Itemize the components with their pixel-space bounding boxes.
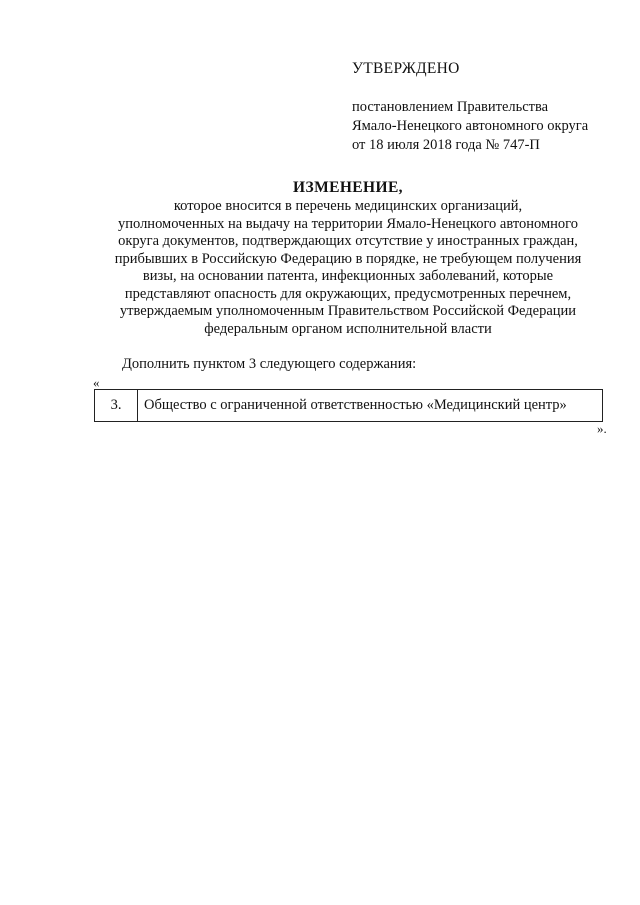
row-number: 3. bbox=[95, 390, 138, 422]
heading-line: утверждаемым уполномоченным Правительством Российской Федерации bbox=[119, 303, 577, 319]
approval-line: Ямало-Ненецкого автономного округа bbox=[352, 118, 589, 134]
heading-line: федеральным органом исполнительной власти bbox=[204, 320, 492, 337]
approval-line: постановлением Правительства bbox=[352, 99, 549, 115]
closing-quote: ». bbox=[597, 421, 607, 436]
approval-line: от 18 июля 2018 года № 747-П bbox=[352, 137, 540, 153]
heading-line: визы, на основании патента, инфекционных заболеваний, которые bbox=[142, 268, 554, 284]
heading-line: прибывших в Российскую Федерацию в порядке, не требующем получения bbox=[114, 250, 582, 267]
approval-title: УТВЕРЖДЕНО bbox=[352, 60, 460, 77]
approval-details bbox=[352, 98, 622, 155]
instruction-text: Дополнить пунктом 3 следующего содержания: bbox=[122, 356, 417, 372]
organization-name: Общество с ограниченной ответственностью «Медицинский центр» bbox=[138, 390, 603, 422]
opening-quote: « bbox=[93, 375, 100, 390]
heading-line: представляют опасность для окружающих, предусмотренных перечнем, bbox=[124, 285, 572, 302]
approval-block bbox=[352, 60, 622, 155]
document-heading bbox=[80, 178, 616, 338]
heading-line: уполномоченных на выдачу на территории Ямало-Ненецкого автономного bbox=[118, 215, 578, 232]
organizations-table bbox=[94, 389, 603, 422]
heading-line: которое вносится в перечень медицинских организаций, bbox=[173, 198, 523, 214]
document-title: ИЗМЕНЕНИЕ, bbox=[293, 179, 403, 196]
heading-line: округа документов, подтверждающих отсутствие у иностранных граждан, bbox=[118, 233, 578, 249]
table-row bbox=[95, 390, 603, 422]
